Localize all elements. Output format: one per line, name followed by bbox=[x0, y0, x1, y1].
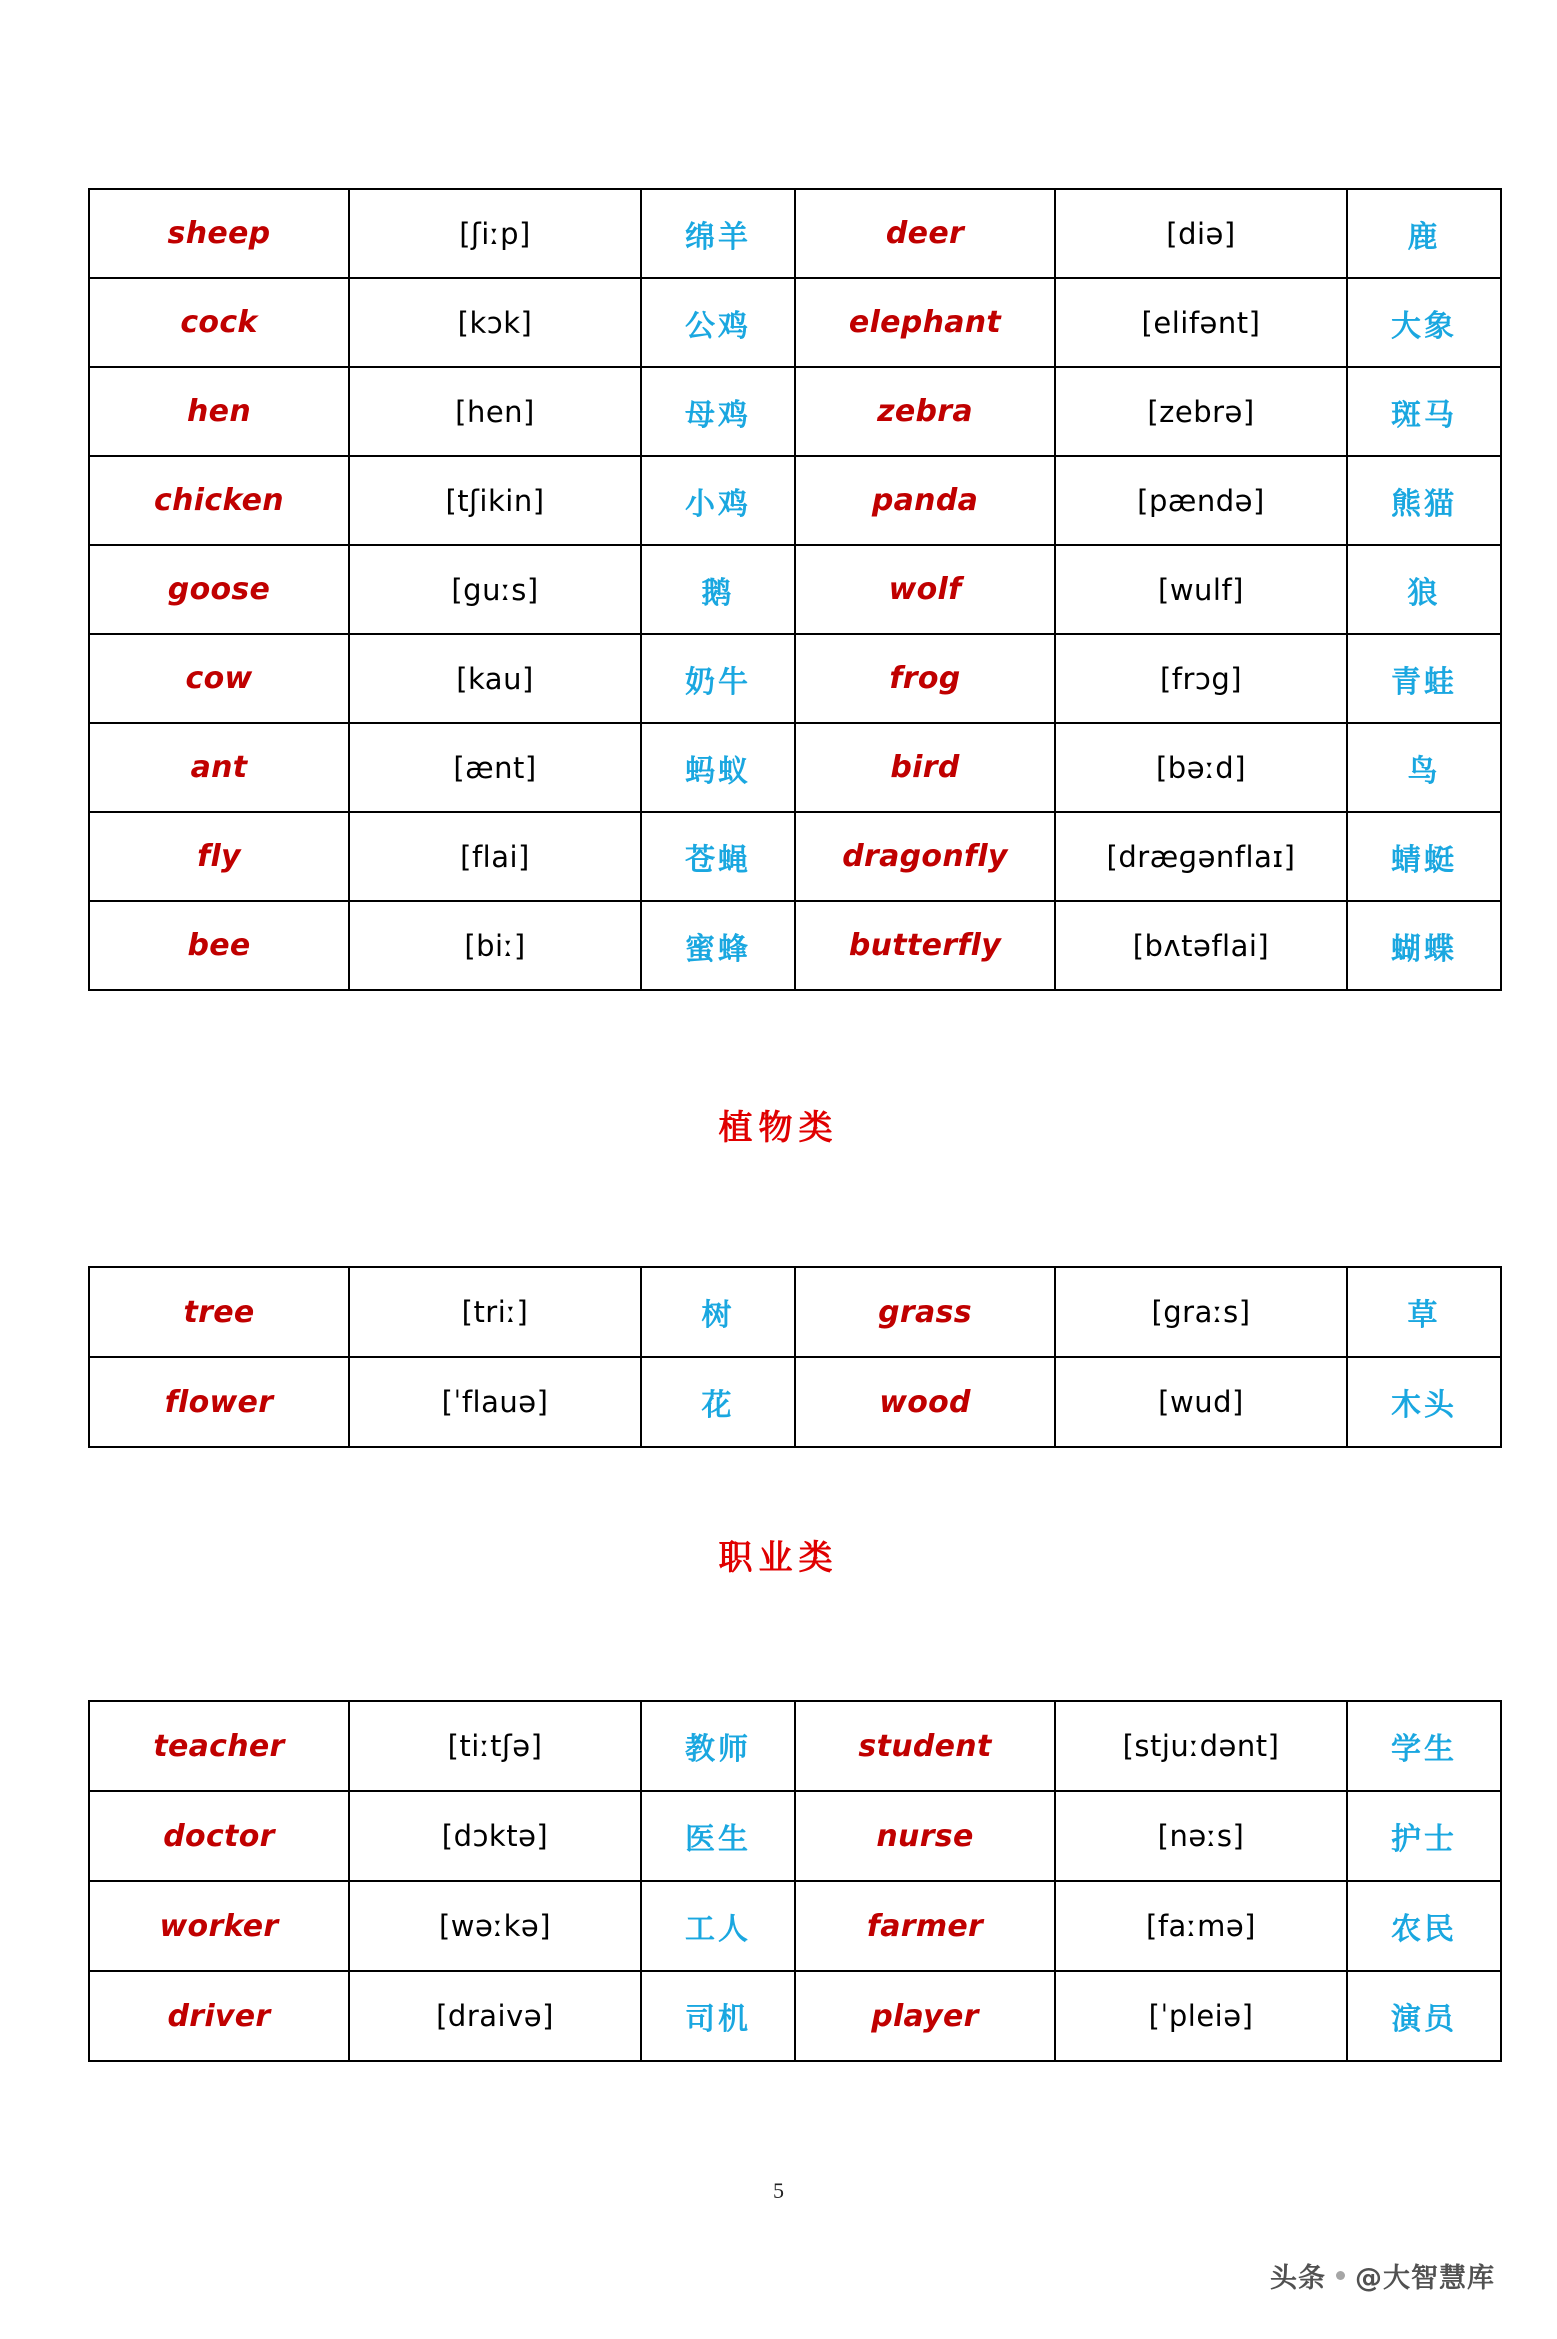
table-row bbox=[89, 634, 1501, 723]
cell-chinese bbox=[641, 1267, 795, 1357]
cell-chinese bbox=[641, 1357, 795, 1447]
cell-english-word bbox=[89, 1357, 349, 1447]
phonetic-notation: [kɔk] bbox=[457, 305, 533, 340]
cell-chinese bbox=[641, 1881, 795, 1971]
english-word: sheep bbox=[167, 216, 271, 251]
cell-english-word bbox=[795, 1971, 1055, 2061]
cell-english-word bbox=[89, 367, 349, 456]
table-row bbox=[89, 1881, 1501, 1971]
chinese-meaning: 蝴蝶 bbox=[1391, 931, 1457, 967]
cell-phonetic bbox=[349, 189, 641, 278]
phonetic-notation: [biː] bbox=[464, 928, 526, 963]
cell-chinese bbox=[1347, 723, 1501, 812]
cell-english-word bbox=[89, 634, 349, 723]
table-row bbox=[89, 1357, 1501, 1447]
chinese-meaning: 鹿 bbox=[1407, 219, 1441, 255]
english-word: butterfly bbox=[848, 928, 1002, 963]
cell-english-word bbox=[89, 1881, 349, 1971]
table-row bbox=[89, 1791, 1501, 1881]
cell-english-word bbox=[89, 901, 349, 990]
vocabulary-table-plants bbox=[88, 1266, 1502, 1448]
cell-phonetic bbox=[349, 367, 641, 456]
cell-phonetic bbox=[349, 1267, 641, 1357]
chinese-meaning: 蜜蜂 bbox=[685, 931, 751, 967]
table-body bbox=[89, 1267, 1501, 1447]
cell-english-word bbox=[795, 456, 1055, 545]
section-heading-jobs: 职业类 bbox=[718, 1538, 839, 1578]
english-word: farmer bbox=[866, 1908, 984, 1944]
english-word: panda bbox=[871, 483, 979, 518]
cell-phonetic bbox=[1055, 1881, 1347, 1971]
cell-phonetic bbox=[1055, 1971, 1347, 2061]
chinese-meaning: 树 bbox=[701, 1298, 735, 1333]
phonetic-notation: [draivə] bbox=[436, 1999, 554, 2033]
english-word: nurse bbox=[876, 1818, 974, 1854]
cell-chinese bbox=[641, 456, 795, 545]
cell-english-word bbox=[795, 367, 1055, 456]
cell-chinese bbox=[1347, 456, 1501, 545]
phonetic-notation: [bəːd] bbox=[1155, 750, 1247, 785]
cell-phonetic bbox=[349, 1881, 641, 1971]
english-word: doctor bbox=[163, 1818, 275, 1854]
table-body bbox=[89, 1701, 1501, 2061]
chinese-meaning: 木头 bbox=[1391, 1388, 1457, 1423]
chinese-meaning: 狼 bbox=[1407, 575, 1441, 611]
cell-english-word bbox=[795, 1267, 1055, 1357]
phonetic-notation: [faːmə] bbox=[1146, 1909, 1256, 1943]
cell-phonetic bbox=[1055, 367, 1347, 456]
phonetic-notation: [wulf] bbox=[1158, 572, 1244, 607]
cell-phonetic bbox=[1055, 723, 1347, 812]
watermark bbox=[1270, 2256, 1495, 2295]
phonetic-notation: [kau] bbox=[456, 661, 534, 696]
english-word: wolf bbox=[888, 572, 962, 607]
english-word: elephant bbox=[848, 305, 1002, 340]
table-row bbox=[89, 456, 1501, 545]
english-word: zebra bbox=[877, 394, 973, 429]
vocabulary-table-animals bbox=[88, 188, 1502, 991]
chinese-meaning: 大象 bbox=[1391, 308, 1457, 344]
cell-chinese bbox=[1347, 812, 1501, 901]
watermark-logo: 头条 bbox=[1270, 2263, 1326, 2294]
phonetic-notation: [tiːtʃə] bbox=[447, 1729, 543, 1763]
cell-chinese bbox=[641, 901, 795, 990]
english-word: bee bbox=[187, 928, 251, 963]
cell-chinese bbox=[1347, 1357, 1501, 1447]
cell-chinese bbox=[1347, 1971, 1501, 2061]
chinese-meaning: 蚂蚁 bbox=[685, 753, 751, 789]
cell-phonetic bbox=[1055, 278, 1347, 367]
table-row bbox=[89, 367, 1501, 456]
english-word: bird bbox=[890, 750, 960, 785]
cell-phonetic bbox=[1055, 1267, 1347, 1357]
english-word: chicken bbox=[154, 483, 284, 518]
cell-phonetic bbox=[1055, 1701, 1347, 1791]
english-word: ant bbox=[190, 750, 248, 785]
chinese-meaning: 小鸡 bbox=[685, 486, 751, 522]
phonetic-notation: [pændə] bbox=[1137, 483, 1265, 518]
english-word: hen bbox=[187, 394, 251, 429]
cell-chinese bbox=[641, 723, 795, 812]
cell-chinese bbox=[641, 1791, 795, 1881]
chinese-meaning: 花 bbox=[701, 1388, 735, 1423]
phonetic-notation: [wud] bbox=[1158, 1385, 1244, 1419]
watermark-text: @大智慧库 bbox=[1355, 2263, 1495, 2294]
phonetic-notation: [hen] bbox=[455, 394, 535, 429]
chinese-meaning: 青蛙 bbox=[1391, 664, 1457, 700]
cell-phonetic bbox=[349, 1701, 641, 1791]
cell-chinese bbox=[1347, 189, 1501, 278]
chinese-meaning: 草 bbox=[1407, 1298, 1441, 1333]
cell-english-word bbox=[795, 723, 1055, 812]
cell-english-word bbox=[89, 812, 349, 901]
cell-chinese bbox=[1347, 1791, 1501, 1881]
phonetic-notation: [zebrə] bbox=[1147, 394, 1255, 429]
cell-english-word bbox=[795, 545, 1055, 634]
chinese-meaning: 教师 bbox=[685, 1732, 751, 1767]
cell-english-word bbox=[795, 278, 1055, 367]
cell-chinese bbox=[1347, 634, 1501, 723]
cell-phonetic bbox=[1055, 189, 1347, 278]
cell-phonetic bbox=[349, 1357, 641, 1447]
english-word: cock bbox=[180, 305, 258, 340]
cell-phonetic bbox=[1055, 456, 1347, 545]
cell-phonetic bbox=[349, 1971, 641, 2061]
phonetic-notation: [stjuːdənt] bbox=[1122, 1729, 1280, 1763]
phonetic-notation: [graːs] bbox=[1151, 1295, 1251, 1329]
cell-phonetic bbox=[349, 1791, 641, 1881]
chinese-meaning: 司机 bbox=[685, 2002, 751, 2037]
chinese-meaning: 医生 bbox=[685, 1822, 751, 1857]
cell-english-word bbox=[89, 1267, 349, 1357]
english-word: player bbox=[871, 1998, 979, 2034]
cell-phonetic bbox=[1055, 812, 1347, 901]
english-word: goose bbox=[167, 572, 271, 607]
chinese-meaning: 农民 bbox=[1391, 1912, 1457, 1947]
table-body bbox=[89, 189, 1501, 990]
phonetic-notation: [wəːkə] bbox=[438, 1909, 552, 1943]
table-row bbox=[89, 901, 1501, 990]
phonetic-notation: [triː] bbox=[461, 1295, 529, 1329]
chinese-meaning: 鸟 bbox=[1407, 753, 1441, 789]
chinese-meaning: 母鸡 bbox=[685, 397, 751, 433]
english-word: teacher bbox=[153, 1728, 285, 1764]
english-word: grass bbox=[878, 1294, 972, 1330]
phonetic-notation: [flai] bbox=[460, 839, 530, 874]
chinese-meaning: 学生 bbox=[1391, 1732, 1457, 1767]
cell-english-word bbox=[795, 812, 1055, 901]
phonetic-notation: [elifənt] bbox=[1141, 305, 1261, 340]
cell-english-word bbox=[89, 1971, 349, 2061]
cell-chinese bbox=[1347, 278, 1501, 367]
phonetic-notation: [dræɡənflaɪ] bbox=[1106, 839, 1296, 874]
english-word: deer bbox=[885, 216, 965, 251]
table-row bbox=[89, 1971, 1501, 2061]
english-word: tree bbox=[183, 1294, 255, 1330]
cell-chinese bbox=[1347, 1267, 1501, 1357]
cell-chinese bbox=[641, 812, 795, 901]
english-word: frog bbox=[889, 661, 961, 696]
table-row bbox=[89, 812, 1501, 901]
cell-chinese bbox=[641, 1971, 795, 2061]
chinese-meaning: 奶牛 bbox=[685, 664, 751, 700]
chinese-meaning: 熊猫 bbox=[1391, 486, 1457, 522]
cell-phonetic bbox=[349, 901, 641, 990]
chinese-meaning: 工人 bbox=[685, 1912, 751, 1947]
chinese-meaning: 护士 bbox=[1391, 1822, 1457, 1857]
cell-english-word bbox=[89, 278, 349, 367]
phonetic-notation: [ʃiːp] bbox=[459, 216, 531, 251]
cell-phonetic bbox=[1055, 1791, 1347, 1881]
phonetic-notation: [diə] bbox=[1166, 216, 1236, 251]
cell-chinese bbox=[641, 189, 795, 278]
cell-english-word bbox=[89, 723, 349, 812]
cell-english-word bbox=[795, 901, 1055, 990]
english-word: cow bbox=[185, 661, 253, 696]
cell-chinese bbox=[1347, 901, 1501, 990]
cell-english-word bbox=[89, 189, 349, 278]
chinese-meaning: 演员 bbox=[1391, 2002, 1457, 2037]
cell-chinese bbox=[1347, 545, 1501, 634]
section-heading-plants: 植物类 bbox=[718, 1108, 839, 1148]
phonetic-notation: [bʌtəflai] bbox=[1132, 928, 1270, 963]
cell-chinese bbox=[641, 367, 795, 456]
cell-chinese bbox=[1347, 1881, 1501, 1971]
cell-phonetic bbox=[349, 278, 641, 367]
table-row bbox=[89, 189, 1501, 278]
vocabulary-table-jobs bbox=[88, 1700, 1502, 2062]
cell-english-word bbox=[795, 189, 1055, 278]
chinese-meaning: 公鸡 bbox=[685, 308, 751, 344]
phonetic-notation: [ˈpleiə] bbox=[1148, 1999, 1254, 2033]
cell-english-word bbox=[89, 1791, 349, 1881]
cell-phonetic bbox=[349, 812, 641, 901]
phonetic-notation: [frɔg] bbox=[1159, 661, 1243, 696]
english-word: student bbox=[858, 1728, 992, 1764]
page-number: 5 bbox=[773, 2178, 784, 2203]
phonetic-notation: [ˈflauə] bbox=[441, 1385, 549, 1419]
table-row bbox=[89, 723, 1501, 812]
table-row bbox=[89, 1701, 1501, 1791]
table-row bbox=[89, 545, 1501, 634]
english-word: flower bbox=[164, 1384, 274, 1420]
cell-phonetic bbox=[1055, 901, 1347, 990]
cell-phonetic bbox=[1055, 634, 1347, 723]
english-word: driver bbox=[167, 1998, 271, 2034]
chinese-meaning: 绵羊 bbox=[685, 219, 751, 255]
cell-phonetic bbox=[349, 723, 641, 812]
cell-english-word bbox=[795, 1701, 1055, 1791]
phonetic-notation: [dɔktə] bbox=[441, 1819, 549, 1853]
chinese-meaning: 斑马 bbox=[1391, 397, 1457, 433]
cell-chinese bbox=[1347, 367, 1501, 456]
watermark-dot-icon bbox=[1336, 2271, 1345, 2280]
cell-chinese bbox=[641, 634, 795, 723]
cell-chinese bbox=[641, 545, 795, 634]
english-word: worker bbox=[159, 1908, 279, 1944]
cell-english-word bbox=[795, 1357, 1055, 1447]
cell-phonetic bbox=[349, 456, 641, 545]
english-word: wood bbox=[879, 1384, 971, 1420]
table-row bbox=[89, 278, 1501, 367]
cell-phonetic bbox=[1055, 1357, 1347, 1447]
cell-english-word bbox=[89, 545, 349, 634]
cell-english-word bbox=[795, 634, 1055, 723]
cell-english-word bbox=[89, 456, 349, 545]
cell-phonetic bbox=[1055, 545, 1347, 634]
phonetic-notation: [ænt] bbox=[453, 750, 537, 785]
chinese-meaning: 蜻蜓 bbox=[1391, 842, 1457, 878]
phonetic-notation: [tʃikin] bbox=[445, 483, 545, 518]
table-row bbox=[89, 1267, 1501, 1357]
english-word: dragonfly bbox=[842, 839, 1008, 874]
chinese-meaning: 苍蝇 bbox=[685, 842, 751, 878]
phonetic-notation: [nəːs] bbox=[1157, 1819, 1245, 1853]
cell-chinese bbox=[641, 1701, 795, 1791]
cell-phonetic bbox=[349, 634, 641, 723]
cell-english-word bbox=[89, 1701, 349, 1791]
cell-english-word bbox=[795, 1791, 1055, 1881]
cell-chinese bbox=[1347, 1701, 1501, 1791]
chinese-meaning: 鹅 bbox=[701, 575, 735, 611]
cell-english-word bbox=[795, 1881, 1055, 1971]
phonetic-notation: [guːs] bbox=[451, 572, 539, 607]
english-word: fly bbox=[197, 839, 241, 874]
cell-chinese bbox=[641, 278, 795, 367]
cell-phonetic bbox=[349, 545, 641, 634]
